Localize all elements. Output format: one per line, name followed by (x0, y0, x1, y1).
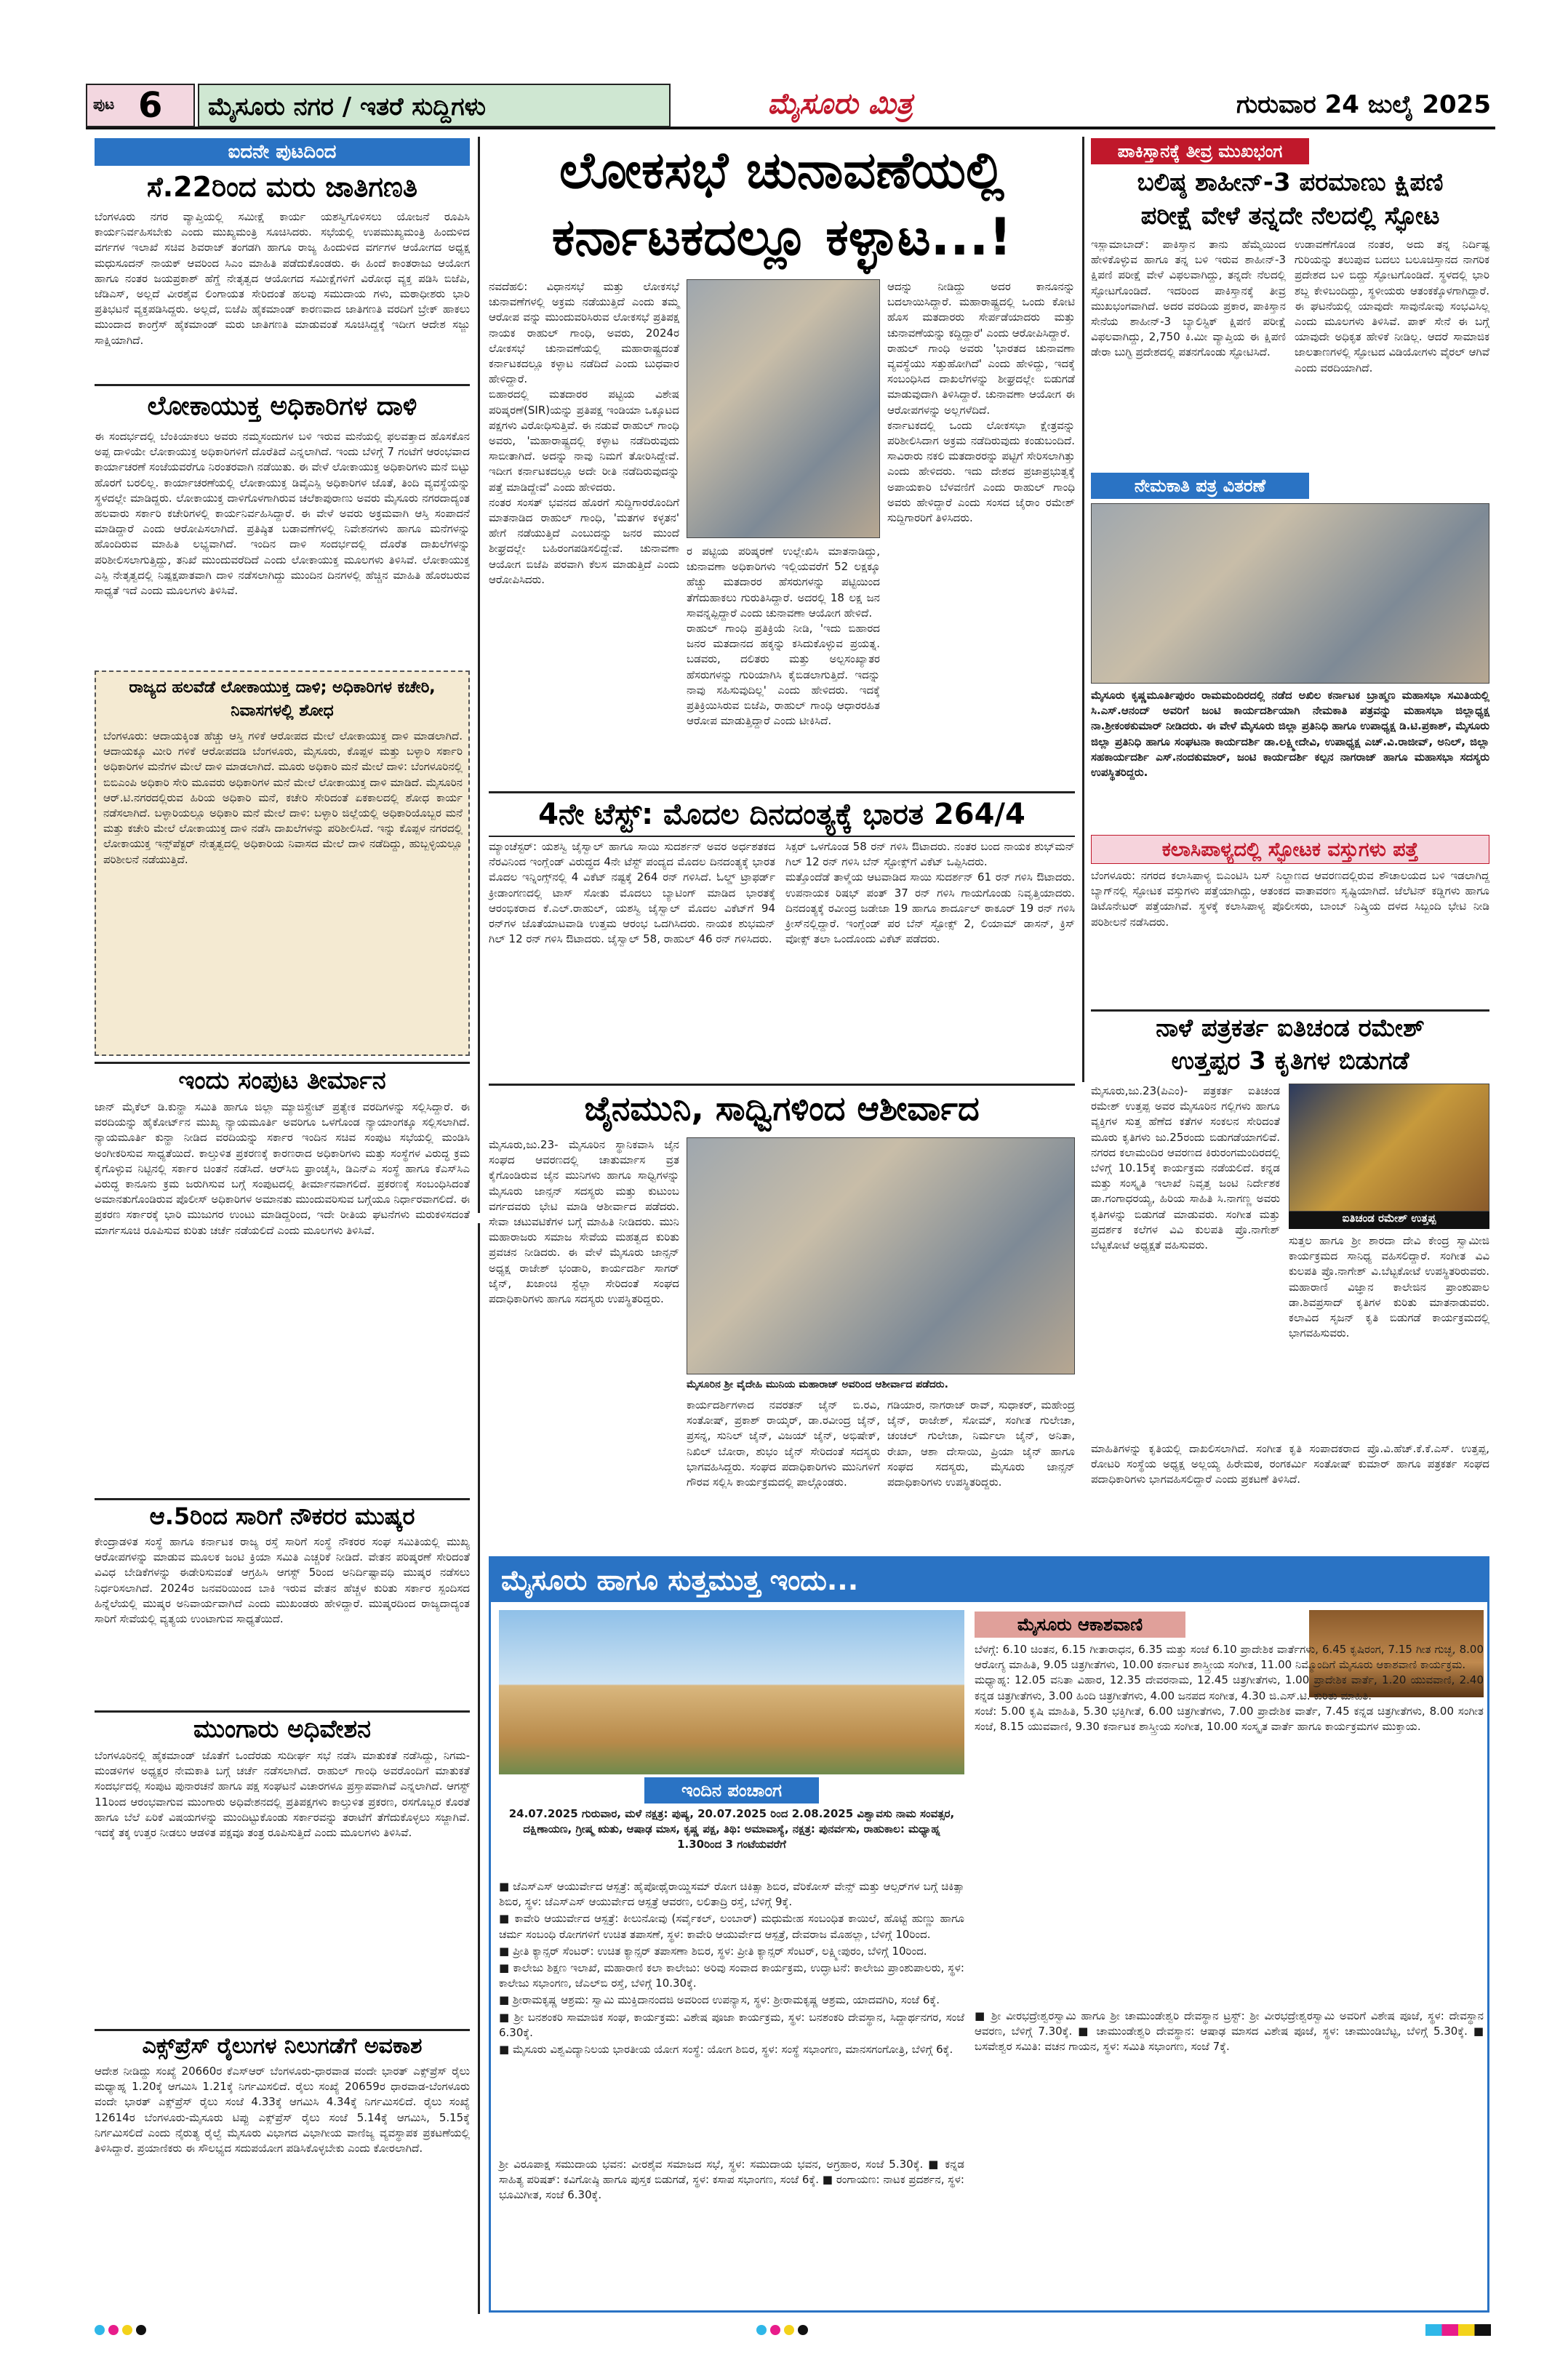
story-headline: ಆ.5ರಿಂದ ಸಾರಿಗೆ ನೌಕರರ ಮುಷ್ಕರ (95, 1498, 470, 1532)
appointment-photo (1091, 503, 1489, 684)
pak-headline-1: ಬಲಿಷ್ಠ ಶಾಹೀನ್-3 ಪರಮಾಣು ಕ್ಷಿಪಣಿ (1137, 168, 1444, 197)
listing-item: ■ ಮೈಸೂರು ವಿಶ್ವವಿದ್ಯಾನಿಲಯ ಭಾರತೀಯ ಯೋಗ ಸಂಸ್ಥೆ: ಯೋಗ ಶಿಬಿರ, ಸ್ಥಳ: ಸಂಸ್ಥೆ ಸಭಾಂಗಣ, ಮಾನಸಗಂಗೋತ್ರಿ, ಬೆಳಿಗ್ಗೆ 6ಕ್ಕೆ. (499, 2043, 953, 2057)
pak-tag: ಪಾಕಿಸ್ತಾನಕ್ಕೆ ತೀವ್ರ ಮುಖಭಂಗ (1091, 138, 1309, 164)
column-rule (478, 137, 480, 1213)
jain-group-photo (687, 1137, 1075, 1374)
box-body: ಬೆಂಗಳೂರು: ಆದಾಯಕ್ಕಿಂತ ಹೆಚ್ಚು ಆಸ್ತಿ ಗಳಿಕೆ ಆರೋಪದ ಮೇಲೆ ಲೋಕಾಯುಕ್ತ ದಾಳಿ ಮಾಡಲಾಗಿದೆ. ಆದಾಯಕ್ಕೂ ಮೀರಿ ಗಳಿಕೆ ಆರೋಪದಡಿ ಬೆಂಗಳೂರು, ಮೈಸೂರು, ಕೊಪ್ಪಳ ಮತ್ತು ಬಳ್ಳಾರಿ ಸರ್ಕಾರಿ ಅಧಿಕಾರಿಗಳ ಮನೆಗಳ ಮೇಲೆ ದಾಳಿ ಮಾಡಲಾಗಿದೆ. ಮೂರು ಅಧಿಕಾರಿ ಮನೆ ಮೇಲೆ ದಾಳಿ: ಬೆಂಗಳೂರಿನಲ್ಲಿ ಬಿಬಿಎಂಪಿ ಅಧಿಕಾರಿ ಸೇರಿ ಮೂವರು ಅಧಿಕಾರಿಗಳ ಮನೆ ಮೇಲೆ ಲೋಕಾಯುಕ್ತ ದಾಳಿ ಮಾಡಿದೆ. ಮೈಸೂರಿನ ಆರ್.ಟಿ.ನಗರದಲ್ಲಿರುವ ಹಿರಿಯ ಅಧಿಕಾರಿ ಮನೆ, ಕಚೇರಿ ಸೇರಿದಂತೆ ಏಕಕಾಲದಲ್ಲಿ ಶೋಧ ಕಾರ್ಯ ನಡೆಸಲಾಗಿದೆ. ಬಳ್ಳಾರಿಯಲ್ಲೂ ಅಧಿಕಾರಿ ಮನೆ ಮೇಲೆ ದಾಳಿ: ಬಳ್ಳಾರಿ ಜಿಲ್ಲೆಯಲ್ಲಿ ಅಧಿಕಾರಿಯೊಬ್ಬರ ಮನೆ ಮತ್ತು ಕಚೇರಿ ಮೇಲೆ ಲೋಕಾಯುಕ್ತ ದಾಳಿ ನಡೆಸಿ ದಾಖಲೆಗಳನ್ನು ಪರಿಶೀಲಿಸಿದೆ. ಇನ್ನು ಕೊಪ್ಪಳ ನಗರದಲ್ಲಿ ಲೋಕಾಯುಕ್ತ ಇನ್ಸ್‌ಪೆಕ್ಟರ್ ನೇತೃತ್ವದಲ್ಲಿ ಅಧಿಕಾರಿಯ ನಿವಾಸದ ಮೇಲೆ ದಾಳಿ ನಡೆದಿದ್ದು, ಹುಬ್ಬಳ್ಳಿಯಲ್ಲೂ ಪರಿಶೀಲನೆ ನಡೆಯುತ್ತಿದೆ. (103, 729, 466, 866)
color-bar (1425, 2324, 1491, 2336)
jain-body-right: ಗಡಿಯಾರ, ನಾಗರಾಜ್ ರಾವ್, ಸುಧಾಕರ್, ಮಹೇಂದ್ರ ಜೈನ್, ರಾಜೇಶ್, ಸೋಮ್, ಸಂಗೀತ ಗುಲೇಚಾ, ಚಂಚಲ್ ಗುಲೇಚಾ, ನಿರ್ಮಲಾ ಜೈನ್, ಅನಿತಾ, ರೇಖಾ, ಆಶಾ ದೇಸಾಯಿ, ಪ್ರಿಯಾ ಜೈನ್ ಹಾಗೂ ಸಂಘದ ಸದಸ್ಯರು, ಮೈಸೂರು ಜಾನ್ಸನ್ ಪದಾಧಿಕಾರಿಗಳು ಉಪಸ್ಥಿತರಿದ್ದರು. (887, 1398, 1079, 1489)
book-body-bottom: ಮಾಹಿತಿಗಳನ್ನು ಕೃತಿಯಲ್ಲಿ ದಾಖಲಿಸಲಾಗಿದೆ. ಸಂಗೀತ ಕೃತಿ ಸಂಪಾದಕರಾದ ಪ್ರೊ.ವಿ.ಹೆಚ್.ಕೆ.ಕೆ.ಎಸ್. ಉತ್ತಪ್ಪ, ರೋಟರಿ ಸಂಸ್ಥೆಯ ಅಧ್ಯಕ್ಷ ಅಲ್ಲಯ್ಯ ಹಿರೇಮಠ, ರಂಗಕರ್ಮಿ ಸಂತೋಷ್ ಕುಮಾರ್ ಹಾಗೂ ಪತ್ರಕರ್ತ ಸಂಘದ ಪದಾಧಿಕಾರಿಗಳು ಭಾಗವಹಿಸಲಿದ್ದಾರೆ ಎಂದು ಪ್ರಕಟಣೆ ತಿಳಿಸಿದೆ. (1091, 1442, 1493, 1486)
story-body: ಆದೇಶ ನೀಡಿದ್ದು ಸಂಖ್ಯೆ 20660ರ ಕೆಎಸ್‌ಆರ್ ಬೆಂಗಳೂರು-ಧಾರವಾಡ ವಂದೇ ಭಾರತ್ ಎಕ್ಸ್‌ಪ್ರೆಸ್ ರೈಲು ಮಧ್ಯಾಹ್ನ 1.20ಕ್ಕೆ ಆಗಮಿಸಿ 1.21ಕ್ಕೆ ನಿರ್ಗಮಿಸಲಿದೆ. ರೈಲು ಸಂಖ್ಯೆ 20659ರ ಧಾರವಾಡ-ಬೆಂಗಳೂರು ವಂದೇ ಭಾರತ್ ಎಕ್ಸ್‌ಪ್ರೆಸ್ ರೈಲು ಸಂಜೆ 4.33ಕ್ಕೆ ಆಗಮಿಸಿ 4.34ಕ್ಕೆ ನಿರ್ಗಮಿಸಲಿದೆ. ರೈಲು ಸಂಖ್ಯೆ 12614ರ ಬೆಂಗಳೂರು-ಮೈಸೂರು ಟಿಪ್ಪು ಎಕ್ಸ್‌ಪ್ರೆಸ್ ರೈಲು ಸಂಜೆ 5.14ಕ್ಕೆ ಆಗಮಿಸಿ, 5.15ಕ್ಕೆ ನಿರ್ಗಮಿಸಲಿದೆ ಎಂದು ನೈರುತ್ಯ ರೈಲ್ವೆ ಮೈಸೂರು ವಿಭಾಗದ ವಿಭಾಗೀಯ ವಾಣಿಜ್ಯ ವ್ಯವಸ್ಥಾಪಕ ಪ್ರಕಟಣೆಯಲ್ಲಿ ತಿಳಿಸಿದ್ದಾರೆ. ಪ್ರಯಾಣಿಕರು ಈ ಸೌಲಭ್ಯದ ಸದುಪಯೋಗ ಪಡಿಸಿಕೊಳ್ಳಬೇಕು ಎಂದು ಕೋರಲಾಗಿದೆ. (95, 2065, 473, 2155)
listing-item: ■ ಜೆಎಸ್‌ಎಸ್ ಆಯುರ್ವೇದ ಆಸ್ಪತ್ರೆ: ಹೈಪೋಥೈರಾಯ್ಡಿಸಮ್ ರೋಗ ಚಿಕಿತ್ಸಾ ಶಿಬಿರ, ವೆರಿಕೋಸ್ ವೇನ್ಸ್ ಮತ್ತು ಆಲ್ಸರ್‌ಗಳ ಬಗ್ಗೆ ಚಿಕಿತ್ಸಾ ಶಿಬಿರ, ಸ್ಥಳ: ಜೆಎಸ್‌ಎಸ್ ಆಯುರ್ವೇದ ಆಸ್ಪತ್ರೆ ಆವರಣ, ಲಲಿತಾದ್ರಿ ರಸ್ತೆ, ಬೆಳಿಗ್ಗೆ 9ಕ್ಕೆ. (499, 1880, 968, 1909)
mysore-palace-photo (499, 1610, 964, 1774)
story-headline: ಸೆ.22ರಿಂದ ಮರು ಜಾತಿಗಣತಿ (147, 171, 417, 203)
jain-body-left: ಮೈಸೂರು,ಜು.23- ಮೈಸೂರಿನ ಸ್ಥಾನಿಕವಾಸಿ ಜೈನ ಸಂಘದ ಆವರಣದಲ್ಲಿ ಚಾತುರ್ಮಾಸ ವ್ರತ ಕೈಗೊಂಡಿರುವ ಜೈನ ಮುನಿಗಳು ಹಾಗೂ ಸಾಧ್ವಿಗಳನ್ನು ಮೈಸೂರು ಜಾನ್ಸನ್ ಸದಸ್ಯರು ಮತ್ತು ಕುಟುಂಬ ವರ್ಗದವರು ಭೇಟಿ ಮಾಡಿ ಆಶೀರ್ವಾದ ಪಡೆದರು. ಸೇವಾ ಚಟುವಟಿಕೆಗಳ ಬಗ್ಗೆ ಮಾಹಿತಿ ನೀಡಿದರು. ಮುನಿ ಮಹಾರಾಜರು ಸಮಾಜ ಸೇವೆಯ ಮಹತ್ವದ ಕುರಿತು ಪ್ರವಚನ ನೀಡಿದರು. ಈ ವೇಳೆ ಮೈಸೂರು ಜಾನ್ಸನ್ ಅಧ್ಯಕ್ಷ ರಾಜೇಶ್ ಭಂಡಾರಿ, ಕಾರ್ಯದರ್ಶಿ ಸಾಗರ್ ಜೈನ್, ಖಜಾಂಚಿ ಸ್ಟೆಲ್ಲಾ ಸೇರಿದಂತೆ ಸಂಘದ ಪದಾಧಿಕಾರಿಗಳು ಹಾಗೂ ಸದಸ್ಯರು ಉಪಸ್ಥಿತರಿದ್ದರು. (489, 1138, 683, 1306)
appointment-caption: ಮೈಸೂರು ಕೃಷ್ಣಮೂರ್ತಿಪುರಂ ರಾಮಮಂದಿರದಲ್ಲಿ ನಡೆದ ಅಖಿಲ ಕರ್ನಾಟಕ ಬ್ರಾಹ್ಮಣ ಮಹಾಸಭಾ ಸಮಿತಿಯಲ್ಲಿ ಸಿ.ಎಸ್.ಆನಂದ್ ಅವರಿಗೆ ಜಂಟಿ ಕಾರ್ಯದರ್ಶಿಯಾಗಿ ನೇಮಕಾತಿ ಪತ್ರವನ್ನು ಮಹಾಸಭಾ ಜಿಲ್ಲಾಧ್ಯಕ್ಷ ನಾ.ಶ್ರೀಕಂಠಕುಮಾರ್ ನೀಡಿದರು. ಈ ವೇಳೆ ಮೈಸೂರು ಜಿಲ್ಲಾ ಪ್ರತಿನಿಧಿ ಹಾಗೂ ಉಪಾಧ್ಯಕ್ಷ ಡಿ.ಟಿ.ಪ್ರಕಾಶ್, ಮೈಸೂರು ಜಿಲ್ಲಾ ಪ್ರತಿನಿಧಿ ಹಾಗೂ ಸಂಘಟನಾ ಕಾರ್ಯದರ್ಶಿ ಡಾ.ಲಕ್ಷ್ಮೀದೇವಿ, ಉಪಾಧ್ಯಕ್ಷ ಎಚ್.ವಿ.ರಾಜೀವ್, ಅನಿಲ್, ಜಿಲ್ಲಾ ಸಹಕಾರ್ಯದರ್ಶಿ ಎಸ್.ನಂದಕುಮಾರ್, ಜಂಟಿ ಕಾರ್ಯದರ್ಶಿ ಕಲ್ಪನ ನಾಗರಾಜ್ ಹಾಗೂ ಮಹಾಸಭಾ ಸದಸ್ಯರು ಉಪಸ್ಥಿತರಿದ್ದರು. (1091, 689, 1494, 780)
blast-tag: ಕಲಾಸಿಪಾಳ್ಯದಲ್ಲಿ ಸ್ಫೋಟಕ ವಸ್ತುಗಳು ಪತ್ತೆ (1091, 835, 1489, 864)
listing-item: ■ ಕಾವೇರಿ ಆಯುರ್ವೇದ ಆಸ್ಪತ್ರೆ: ಕೀಲುನೋವು (ಸರ್ವೈಕಲ್, ಲಂಬಾರ್) ಮಧುಮೇಹ ಸಂಬಂಧಿತ ಕಾಯಿಲೆ, ಹೊಟ್ಟೆ ಹುಣ್ಣು ಹಾಗೂ ಚರ್ಮ ಸಂಬಂಧಿ ರೋಗಗಳಿಗೆ ಉಚಿತ ತಪಾಸಣೆ, ಸ್ಥಳ: ಕಾವೇರಿ ಆಯುರ್ವೇದ ಆಸ್ಪತ್ರೆ, ದೇವರಾಜ ಮೊಹಲ್ಲಾ, ಬೆಳಿಗ್ಗೆ 10ರಿಂದ. (499, 1912, 968, 1941)
jain-headline: ಜೈನಮುನಿ, ಸಾಧ್ವಿಗಳಿಂದ ಆಶೀರ್ವಾದ (489, 1084, 1075, 1131)
page-number: 6 (138, 85, 163, 126)
today-banner: ಮೈಸೂರು ಹಾಗೂ ಸುತ್ತಮುತ್ತ ಇಂದು... (491, 1558, 1487, 1602)
radio-schedule: ಬೆಳಗ್ಗೆ: 6.10 ಚಿಂತನ, 6.15 ಗೀತಾರಾಧನ, 6.35 ಮತ್ತು ಸಂಜೆ 6.10 ಪ್ರಾದೇಶಿಕ ವಾರ್ತೆಗಳು, 6.45 ಕೃಷಿರಂಗ, 7.15 ಗೀತ ಗುಚ್ಛ, 8.00 ಆರೋಗ್ಯ ಮಾಹಿತಿ, 9.05 ಚಿತ್ರಗೀತೆಗಳು, 10.00 ಕರ್ನಾಟಕ ಶಾಸ್ತ್ರೀಯ ಸಂಗೀತ, 11.00 ನಿಮ್ಮೊಂದಿಗೆ ಮೈಸೂರು ಆಕಾಶವಾಣಿ ಕಾರ್ಯಕ್ರಮ. ಮಧ್ಯಾಹ್ನ: 12.05 ವನಿತಾ ವಿಹಾರ, 12.35 ದೇವರನಾಮ, 12.45 ಚಿತ್ರಗೀತೆಗಳು, 1.00 ಪ್ರಾದೇಶಿಕ ವಾರ್ತೆ, 1.20 ಯುವವಾಣಿ, 2.40 ಕನ್ನಡ ಚಿತ್ರಗೀತೆಗಳು, 3.00 ಹಿಂದಿ ಚಿತ್ರಗೀತೆಗಳು, 4.00 ಜನಪದ ಸಂಗೀತ, 4.30 ಜಿ.ಎಸ್.ಟಿ. ಕುರಿತು ಮಾಹಿತಿ. ಸಂಜೆ: 5.00 ಕೃಷಿ ಮಾಹಿತಿ, 5.30 ಭಕ್ತಿಗೀತೆ, 6.00 ಚಿತ್ರಗೀತೆಗಳು, 7.00 ಪ್ರಾದೇಶಿಕ ವಾರ್ತೆ, 7.45 ಕನ್ನಡ ಚಿತ್ರಗೀತೆಗಳು, 8.00 ಸಂಗೀತ ಸಂಜೆ, 8.15 ಯುವವಾಣಿ, 9.30 ಕರ್ನಾಟಕ ಶಾಸ್ತ್ರೀಯ ಸಂಗೀತ, 10.00 ಸಂಸ್ಕೃತ ವಾರ್ತೆ ಹಾಗೂ ಕಾರ್ಯಕ್ರಮಗಳ ಮುಕ್ತಾಯ. (975, 1643, 1484, 1734)
test-headline: 4ನೇ ಟೆಸ್ಟ್: ಮೊದಲ ದಿನದಂತ್ಯಕ್ಕೆ ಭಾರತ 264/4 (489, 791, 1075, 837)
lokayukta-box (95, 670, 470, 1056)
lead-body-left: ನವದೆಹಲಿ: ವಿಧಾನಸಭೆ ಮತ್ತು ಲೋಕಸಭೆ ಚುನಾವಣೆಗಳಲ್ಲಿ ಅಕ್ರಮ ನಡೆಯುತ್ತಿದೆ ಎಂದು ತಮ್ಮ ಆರೋಪ ವನ್ನು ಮುಂದುವರಿಸಿರುವ ಲೋಕಸಭೆ ಪ್ರತಿಪಕ್ಷ ನಾಯಕ ರಾಹುಲ್ ಗಾಂಧಿ, ಅವರು, 2024ರ ಲೋಕಸಭೆ ಚುನಾವಣೆಯಲ್ಲಿ ಮಹಾರಾಷ್ಟ್ರದಂತೆ ಕರ್ನಾಟಕದಲ್ಲೂ ಕಳ್ಳಾಟ ನಡೆದಿದೆ ಎಂದು ಬುಧವಾರ ಹೇಳಿದ್ದಾರೆ. ಬಿಹಾರದಲ್ಲಿ ಮತದಾರರ ಪಟ್ಟಿಯ ವಿಶೇಷ ಪರಿಷ್ಕರಣೆ(SIR)ಯನ್ನು ಪ್ರತಿಪಕ್ಷ ಇಂಡಿಯಾ ಒಕ್ಕೂಟದ ಪಕ್ಷಗಳು ವಿರೋಧಿಸುತ್ತಿವೆ. ಈ ನಡುವೆ ರಾಹುಲ್ ಗಾಂಧಿ ಅವರು, 'ಮಹಾರಾಷ್ಟ್ರದಲ್ಲಿ ಕಳ್ಳಾಟ ನಡೆದಿರುವುದು ಸಾಬೀತಾಗಿದೆ. ಅದನ್ನು ನಾವು ನಿಮಗೆ ತೋರಿಸಿದ್ದೇವೆ. ಇದೀಗ ಕರ್ನಾಟಕದಲ್ಲೂ ಅದೇ ರೀತಿ ನಡೆದಿರುವುದನ್ನು ಪತ್ತೆ ಮಾಡಿದ್ದೇವೆ' ಎಂದು ಹೇಳಿದರು. ನಂತರ ಸಂಸತ್ ಭವನದ ಹೊರಗೆ ಸುದ್ದಿಗಾರರೊಂದಿಗೆ ಮಾತನಾಡಿದ ರಾಹುಲ್ ಗಾಂಧಿ, 'ಮತಗಳ ಕಳ್ಳತನ' ಹೇಗೆ ನಡೆಯುತ್ತಿದೆ ಎಂಬುದನ್ನು ಜನರ ಮುಂದೆ ಶೀಘ್ರದಲ್ಲೇ ಬಹಿರಂಗಪಡಿಸಲಿದ್ದೇವೆ. ಚುನಾವಣಾ ಆಯೋಗ ಬಿಜೆಪಿ ಪರವಾಗಿ ಕೆಲಸ ಮಾಡುತ್ತಿದೆ ಎಂದು ಆರೋಪಿಸಿದರು. (489, 280, 679, 586)
story-headline: ಎಕ್ಸ್‌ಪ್ರೆಸ್ ರೈಲುಗಳ ನಿಲುಗಡೆಗೆ ಅವಕಾಶ (95, 2029, 470, 2062)
listings-bottom: ಶ್ರೀ ವಿರೂಪಾಕ್ಷ ಸಮುದಾಯ ಭವನ: ವೀರಶೈವ ಸಮಾಜದ ಸಭೆ, ಸ್ಥಳ: ಸಮುದಾಯ ಭವನ, ಅಗ್ರಹಾರ, ಸಂಜೆ 5.30ಕ್ಕೆ. ■ ಕನ್ನಡ ಸಾಹಿತ್ಯ ಪರಿಷತ್: ಕವಿಗೋಷ್ಠಿ ಹಾಗೂ ಪುಸ್ತಕ ಬಿಡುಗಡೆ, ಸ್ಥಳ: ಕಸಾಪ ಸಭಾಂಗಣ, ಸಂಜೆ 6ಕ್ಕೆ. ■ ರಂಗಾಯಣ: ನಾಟಕ ಪ್ರದರ್ಶನ, ಸ್ಥಳ: ಭೂಮಿಗೀತ, ಸಂಜೆ 6.30ಕ್ಕೆ. (499, 2158, 968, 2202)
story-body: ಬೆಂಗಳೂರು ನಗರ ವ್ಯಾಪ್ತಿಯಲ್ಲಿ ಸಮೀಕ್ಷೆ ಕಾರ್ಯ ಯಶಸ್ವಿಗೊಳಿಸಲು ಯೋಜನೆ ರೂಪಿಸಿ ಕಾರ್ಯನಿರ್ವಹಿಸಬೇಕು ಎಂದು ಮುಖ್ಯಮಂತ್ರಿ ಸೂಚಿಸಿದರು. ಸಭೆಯಲ್ಲಿ ಉಪಮುಖ್ಯಮಂತ್ರಿ ಹಿಂದುಳಿದ ವರ್ಗಗಳ ಇಲಾಖೆ ಸಚಿವ ಶಿವರಾಜ್ ತಂಗಡಗಿ ಹಾಗೂ ರಾಜ್ಯ ಹಿಂದುಳಿದ ವರ್ಗಗಳ ಆಯೋಗದ ಅಧ್ಯಕ್ಷ ಮಧುಸೂದನ್ ನಾಯಕ್ ಆವರಿಂದ ಸಿಎಂ ಮಾಹಿತಿ ಪಡೆದುಕೊಂಡರು. ಈ ಹಿಂದೆ ಕಾಂತರಾಜು ಆಯೋಗ ಹಾಗೂ ನಂತರ ಜಯಪ್ರಕಾಶ್ ಹೆಗ್ಡೆ ನೇತೃತ್ವದ ಆಯೋಗದ ಸಮೀಕ್ಷೆಗಳಿಗೆ ವಿರೋಧ ವ್ಯಕ್ತ ಪಡಿಸಿ ಬಿಜೆಪಿ, ಜೆಡಿಎಸ್, ಅಲ್ಲದೆ ವೀರಶೈವ ಲಿಂಗಾಯತ ಸೇರಿದಂತೆ ಹಲವು ಸಮುದಾಯ ಗಳು, ಮಠಾಧೀಶರು ಭಾರಿ ಪ್ರತಿಭಟನೆ ವ್ಯಕ್ತಪಡಿಸಿದ್ದರು. ಅಲ್ಲದೆ, ಬಿಜೆಪಿ ಹೈಕಮಾಂಡ್ ಕಾರಣವಾದ ಜಾತಿಗಣತಿ ವರದಿಗೆ ಬ್ರೇಕ್ ಹಾಕಲು ಮುಂದಾದ ಕಾಂಗ್ರೆಸ್ ಹೈಕಮಾಂಡ್ ಮರು ಜಾತಿಗಣತಿ ಮಾಡುವಂತೆ ಸೂಚಿಸಿದ್ದಕ್ಕೆ ಇದೀಗ ಆದೇಶ ಸಜ್ಜು ಸಾಕ್ಷಿಯಾಗಿದೆ. (95, 210, 473, 347)
story-headline: ಇಂದು ಸಂಪುಟ ತೀರ್ಮಾನ (95, 1062, 470, 1097)
story-headline: ಲೋಕಾಯುಕ್ತ ಅಧಿಕಾರಿಗಳ ದಾಳಿ (95, 384, 470, 424)
page-label: ಪುಟ (93, 95, 115, 113)
continued-tag: ಐದನೇ ಪುಟದಿಂದ (95, 138, 470, 166)
listings-right: ■ ಶ್ರೀ ವೀರಭದ್ರೇಶ್ವರಸ್ವಾಮಿ ಹಾಗೂ ಶ್ರೀ ಚಾಮುಂಡೇಶ್ವರಿ ದೇವಸ್ಥಾನ ಟ್ರಸ್ಟ್: ಶ್ರೀ ವೀರಭದ್ರೇಶ್ವರಸ್ವಾಮಿ ಅವರಿಗೆ ವಿಶೇಷ ಪೂಜೆ, ಸ್ಥಳ: ದೇವಸ್ಥಾನ ಆವರಣ, ಬೆಳಿಗ್ಗೆ 7.30ಕ್ಕೆ. ■ ಚಾಮುಂಡೇಶ್ವರಿ ದೇವಸ್ಥಾನ: ಆಷಾಢ ಮಾಸದ ವಿಶೇಷ ಪೂಜೆ, ಸ್ಥಳ: ಚಾಮುಂಡಿಬೆಟ್ಟ, ಬೆಳಿಗ್ಗೆ 5.30ಕ್ಕೆ. ■ ಬಸವೇಶ್ವರ ಸಮಿತಿ: ವಚನ ಗಾಯನ, ಸ್ಥಳ: ಸಮಿತಿ ಸಭಾಂಗಣ, ಸಂಜೆ 7ಕ್ಕೆ. (975, 2009, 1487, 2054)
pak-body-right: ಉಡಾವಣೆಗೊಂಡ ನಂತರ, ಅದು ತನ್ನ ನಿರ್ದಿಷ್ಟ ಗುರಿಯನ್ನು ತಲುಪುವ ಬದಲು ಬಲೂಚಿಸ್ತಾನದ ನಾಗರಿಕ ಪ್ರದೇಶದ ಬಳಿ ಬಿದ್ದು ಸ್ಫೋಟಗೊಂಡಿದೆ. ಸ್ಥಳದಲ್ಲಿ ಭಾರಿ ಶಬ್ದ ಕೇಳಿಬಂದಿದ್ದು, ಸ್ಥಳೀಯರು ಆತಂಕಕ್ಕೊಳಗಾಗಿದ್ದಾರೆ. ಈ ಘಟನೆಯಲ್ಲಿ ಯಾವುದೇ ಸಾವುನೋವು ಸಂಭವಿಸಿಲ್ಲ ಎಂದು ಮೂಲಗಳು ತಿಳಿಸಿವೆ. ಪಾಕ್ ಸೇನೆ ಈ ಬಗ್ಗೆ ಯಾವುದೇ ಅಧಿಕೃತ ಹೇಳಿಕೆ ನೀಡಿಲ್ಲ. ಆದರೆ ಸಾಮಾಜಿಕ ಜಾಲತಾಣಗಳಲ್ಲಿ ಸ್ಫೋಟದ ವಿಡಿಯೋಗಳು ವೈರಲ್ ಆಗಿವೆ ಎಂದು ವರದಿಯಾಗಿದೆ. (1295, 238, 1493, 375)
listing-item: ■ ಶ್ರೀ ಬನಶಂಕರಿ ಸಾಮಾಜಿಕ ಸಂಘ, ಕಾರ್ಯಕ್ರಮ: ವಿಶೇಷ ಪೂಜಾ ಕಾರ್ಯಕ್ರಮ, ಸ್ಥಳ: ಬನಶಂಕರಿ ದೇವಸ್ಥಾನ, ಸಿದ್ದಾರ್ಥನಗರ, ಸಂಜೆ 6.30ಕ್ಕೆ. (499, 2010, 968, 2039)
story-headline: ಮುಂಗಾರು ಅಧಿವೇಶನ (95, 1710, 470, 1746)
panchanga-text: 24.07.2025 ಗುರುವಾರ, ಮಳೆ ನಕ್ಷತ್ರ: ಪುಷ್ಯ, 20.07.2025 ರಿಂದ 2.08.2025 ವಿಶ್ವಾವಸು ನಾಮ ಸಂವತ್ಸರ, ದಕ್ಷಿಣಾಯಣ, ಗ್ರೀಷ್ಮ ಋತು, ಆಷಾಢ ಮಾಸ, ಕೃಷ್ಣ ಪಕ್ಷ, ತಿಥಿ: ಅಮಾವಾಸ್ಯೆ, ನಕ್ಷತ್ರ: ಪುನರ್ವಸು, ರಾಹುಕಾಲ: ಮಧ್ಯಾಹ್ನ 1.30ರಿಂದ 3 ಗಂಟೆಯವರೆಗೆ (508, 1807, 959, 1851)
registration-marks (95, 2324, 153, 2336)
story-body: ಜಾನ್ ಮೈಕೆಲ್ ಡಿ.ಕುನ್ಹಾ ಸಮಿತಿ ಹಾಗೂ ಜಿಲ್ಲಾ ಮ್ಯಾಜಿಸ್ಟ್ರೇಟ್ ಪ್ರತ್ಯೇಕ ವರದಿಗಳನ್ನು ಸಲ್ಲಿಸಿದ್ದಾರೆ. ಈ ವರದಿಯನ್ನು ಹೈಕೋರ್ಟ್‌ನ ಮುಖ್ಯ ನ್ಯಾಯಮೂರ್ತಿ ಅವರಿಗೂ ಒಳಗೊಂಡ ನ್ಯಾಯಾಂಗಕ್ಕೂ ಸಲ್ಲಿಸಲಾಗಿದೆ. ನ್ಯಾಯಮೂರ್ತಿ ಕುನ್ಹಾ ನೀಡಿದ ವರದಿಯನ್ನು ಸರ್ಕಾರ ಇಂದಿನ ಸಚಿವ ಸಂಪುಟ ಸಭೆಯಲ್ಲಿ ಮಂಡಿಸಿ ಅಂಗೀಕರಿಸುವ ಸಾಧ್ಯತೆಯಿದೆ. ಕಾಲ್ತುಳಿತ ಪ್ರಕರಣಕ್ಕೆ ಕಾರಣರಾದ ಅಧಿಕಾರಿಗಳು ಮತ್ತು ಸಂಸ್ಥೆಗಳ ವಿರುದ್ಧ ಕ್ರಮ ಕೈಗೊಳ್ಳುವ ನಿಟ್ಟಿನಲ್ಲಿ ಸರ್ಕಾರ ಚಿಂತನೆ ನಡೆಸಿದೆ. ಆರ್‌ಸಿಬಿ ಫ್ರಾಂಚೈಸಿ, ಡಿಎನ್‌ಎ ಸಂಸ್ಥೆ ಹಾಗೂ ಕೆಎಸ್‌ಸಿಎ ವಿರುದ್ಧ ಕಾನೂನು ಕ್ರಮ ಜರುಗಿಸುವ ಬಗ್ಗೆ ಸಂಪುಟದಲ್ಲಿ ತೀರ್ಮಾನವಾಗಲಿದೆ. ಪ್ರಕರಣಕ್ಕೆ ಸಂಬಂಧಿಸಿದಂತೆ ಅಮಾನತುಗೊಂಡಿರುವ ಪೊಲೀಸ್ ಅಧಿಕಾರಿಗಳ ಅಮಾನತು ಮುಂದುವರಿಸುವ ಬಗ್ಗೆಯೂ ನಿರ್ಧಾರವಾಗಲಿದೆ. ಈ ಪ್ರಕರಣ ಸರ್ಕಾರಕ್ಕೆ ಭಾರಿ ಮುಜುಗರ ಉಂಟು ಮಾಡಿದ್ದರಿಂದ, ಇದೇ ರೀತಿಯ ಘಟನೆಗಳು ಮರುಕಳಿಸದಂತೆ ಮಾರ್ಗಸೂಚಿ ರೂಪಿಸುವ ಕುರಿತು ಚರ್ಚೆ ನಡೆಯಲಿದೆ ಎಂದು ಮೂಲಗಳು ತಿಳಿಸಿವೆ. (95, 1100, 473, 1237)
listing-item: ■ ಪ್ರೀತಿ ಕ್ಯಾನ್ಸರ್ ಸೆಂಟರ್: ಉಚಿತ ಕ್ಯಾನ್ಸರ್ ತಪಾಸಣಾ ಶಿಬಿರ, ಸ್ಥಳ: ಪ್ರೀತಿ ಕ್ಯಾನ್ಸರ್ ಸೆಂಟರ್, ಲಕ್ಷ್ಮೀಪುರಂ, ಬೆಳಿಗ್ಗೆ 10ರಿಂದ. (499, 1944, 927, 1958)
book-headline-2: ಉತ್ತಪ್ಪರ 3 ಕೃತಿಗಳ ಬಿಡುಗಡೆ (1171, 1046, 1409, 1076)
lead-headline-2: ಕರ್ನಾಟಕದಲ್ಲೂ ಕಳ್ಳಾಟ...! (551, 207, 1012, 267)
jain-photo-caption: ಮೈಸೂರಿನ ಶ್ರೀ ವೈದೇಹಿ ಮುನಿಯ ಮಹಾರಾಜ್ ಅವರಿಂದ ಆಶೀರ್ವಾದ ಪಡೆದರು. (687, 1379, 948, 1390)
page-label-box (86, 84, 195, 127)
story-body: ಕೇಂದ್ರಾಡಳಿತ ಸಂಸ್ಥೆ ಹಾಗೂ ಕರ್ನಾಟಕ ರಾಜ್ಯ ರಸ್ತೆ ಸಾರಿಗೆ ಸಂಸ್ಥೆ ನೌಕರರ ಸಂಘ ಸಮಿತಿಯಲ್ಲಿ ಮುಖ್ಯ ಆರೋಪಗಳನ್ನು ಮಾಡುವ ಮೂಲಕ ಜಂಟಿ ಕ್ರಿಯಾ ಸಮಿತಿ ಎಚ್ಚರಿಕೆ ನೀಡಿದೆ. ವೇತನ ಪರಿಷ್ಕರಣೆ ಸೇರಿದಂತೆ ವಿವಿಧ ಬೇಡಿಕೆಗಳನ್ನು ಈಡೇರಿಸುವಂತೆ ಆಗ್ರಹಿಸಿ ಆಗಸ್ಟ್ 5ರಿಂದ ಅನಿರ್ದಿಷ್ಟಾವಧಿ ಮುಷ್ಕರ ನಡೆಸಲು ನಿರ್ಧರಿಸಲಾಗಿದೆ. 2024ರ ಜನವರಿಯಿಂದ ಬಾಕಿ ಇರುವ ವೇತನ ಹೆಚ್ಚಳ ಕುರಿತು ಸರ್ಕಾರ ಸ್ಪಂದಿಸದ ಹಿನ್ನೆಲೆಯಲ್ಲಿ ಮುಷ್ಕರ ಅನಿವಾರ್ಯವಾಗಿದೆ ಎಂದು ಮುಖಂಡರು ಹೇಳಿದ್ದಾರೆ. ಮುಷ್ಕರದಿಂದ ರಾಜ್ಯದಾದ್ಯಂತ ಸಾರಿಗೆ ಸೇವೆಯಲ್ಲಿ ವ್ಯತ್ಯಯ ಉಂಟಾಗುವ ಸಾಧ್ಯತೆಯಿದೆ. (95, 1535, 473, 1626)
section-title: ಮೈಸೂರು ನಗರ / ಇತರೆ ಸುದ್ದಿಗಳು (208, 92, 486, 121)
radio-title: ಮೈಸೂರು ಆಕಾಶವಾಣಿ (975, 1612, 1185, 1638)
listings (499, 1879, 968, 2153)
book-body-left: ಮೈಸೂರು,ಜು.23(ಪಿಎಂ)- ಪತ್ರಕರ್ತ ಐತಿಚಂಡ ರಮೇಶ್ ಉತ್ತಪ್ಪ ಅವರ ಮೈಸೂರಿನ ಗಲ್ಲಿಗಳು ಹಾಗೂ ವ್ಯಕ್ತಿಗಳ ಸುತ್ತ ಹೆಣೆದ ಕತೆಗಳ ಸಂಕಲನ ಸೇರಿದಂತೆ ಮೂರು ಕೃತಿಗಳು ಜು.25ರಂದು ಬಿಡುಗಡೆಯಾಗಲಿವೆ. ನಗರದ ಕಲಾಮಂದಿರ ಆವರಣದ ಕಿರುರಂಗಮಂದಿರದಲ್ಲಿ ಬೆಳಿಗ್ಗೆ 10.15ಕ್ಕೆ ಕಾರ್ಯಕ್ರಮ ನಡೆಯಲಿದೆ. ಕನ್ನಡ ಮತ್ತು ಸಂಸ್ಕೃತಿ ಇಲಾಖೆ ನಿವೃತ್ತ ಜಂಟಿ ನಿರ್ದೇಶಕ ಡಾ.ಗಂಗಾಧರಯ್ಯ, ಹಿರಿಯ ಸಾಹಿತಿ ಸಿ.ನಾಗಣ್ಣ ಅವರು ಕೃತಿಗಳನ್ನು ಬಿಡುಗಡೆ ಮಾಡುವರು. ಸಂಗೀತ ಮತ್ತು ಪ್ರದರ್ಶಕ ಕಲೆಗಳ ವಿವಿ ಕುಲಪತಿ ಪ್ರೊ.ನಾಗೇಶ್ ಬೆಟ್ಟಕೋಟೆ ಅಧ್ಯಕ್ಷತೆ ವಹಿಸುವರು. (1091, 1084, 1284, 1252)
lead-body-right: ಆದನ್ನು ನೀಡಿದ್ದು ಅದರ ಕಾನೂನನ್ನು ಬದಲಾಯಿಸಿದ್ದಾರೆ. ಮಹಾರಾಷ್ಟ್ರದಲ್ಲಿ ಒಂದು ಕೋಟಿ ಹೊಸ ಮತದಾರರು ಸೇರ್ಪಡೆಯಾದರು ಮತ್ತು ಚುನಾವಣೆಯನ್ನು ಕದ್ದಿದ್ದಾರೆ' ಎಂದು ಆರೋಪಿಸಿದ್ದಾರೆ. ರಾಹುಲ್ ಗಾಂಧಿ ಅವರು 'ಭಾರತದ ಚುನಾವಣಾ ವ್ಯವಸ್ಥೆಯು ಸತ್ತುಹೋಗಿದೆ' ಎಂದು ಹೇಳಿದ್ದು, ಇದಕ್ಕೆ ಸಂಬಂಧಿಸಿದ ದಾಖಲೆಗಳನ್ನು ಶೀಘ್ರದಲ್ಲೇ ಬಿಡುಗಡೆ ಮಾಡುವುದಾಗಿ ತಿಳಿಸಿದ್ದಾರೆ. ಚುನಾವಣಾ ಆಯೋಗ ಈ ಆರೋಪಗಳನ್ನು ಅಲ್ಲಗಳೆದಿದೆ. ಕರ್ನಾಟಕದಲ್ಲಿ ಒಂದು ಲೋಕಸಭಾ ಕ್ಷೇತ್ರವನ್ನು ಪರಿಶೀಲಿಸಿದಾಗ ಅಕ್ರಮ ನಡೆದಿರುವುದು ಕಂಡುಬಂದಿದೆ. ಸಾವಿರಾರು ನಕಲಿ ಮತದಾರರನ್ನು ಪಟ್ಟಿಗೆ ಸೇರಿಸಲಾಗಿತ್ತು ಎಂದು ಹೇಳಿದರು. ಇದು ದೇಶದ ಪ್ರಜಾಪ್ರಭುತ್ವಕ್ಕೆ ಅಪಾಯಕಾರಿ ಬೆಳವಣಿಗೆ ಎಂದು ರಾಹುಲ್ ಗಾಂಧಿ ಅವರು ಹೇಳಿದ್ದಾರೆ ಎಂದು ಸಂಸದ ಜೈರಾಂ ರಮೇಶ್ ಸುದ್ದಿಗಾರರಿಗೆ ತಿಳಿಸಿದರು. (887, 280, 1075, 525)
book-body-right: ಸುತ್ತಲ ಹಾಗೂ ಶ್ರೀ ಶಾರದಾ ದೇವಿ ಕೇಂದ್ರ ಸ್ವಾಮೀಜಿ ಕಾರ್ಯಕ್ರಮದ ಸಾನಿಧ್ಯ ವಹಿಸಲಿದ್ದಾರೆ. ಸಂಗೀತ ವಿವಿ ಕುಲಪತಿ ಪ್ರೊ.ನಾಗೇಶ್ ವಿ.ಬೆಟ್ಟಕೋಟೆ ಉಪಸ್ಥಿತರಿರುವರು. ಮಹಾರಾಣಿ ವಿಜ್ಞಾನ ಕಾಲೇಜಿನ ಪ್ರಾಂಶುಪಾಲ ಡಾ.ಶಿವಪ್ರಸಾದ್ ಕೃತಿಗಳ ಕುರಿತು ಮಾತನಾಡುವರು. ಕಲಾವಿದ ಸೃಜನ್ ಕೃತಿ ಬಿಡುಗಡೆ ಕಾರ್ಯಕ್ರಮದಲ್ಲಿ ಭಾಗವಹಿಸುವರು. (1289, 1234, 1493, 1340)
panchanga-title: ಇಂದಿನ ಪಂಚಾಂಗ (644, 1777, 819, 1803)
story-body: ಈ ಸಂದರ್ಭದಲ್ಲಿ ಬೆಂಕಿಯಾಕಲು ಅವರು ನಮ್ಮಸಂದುಗಳ ಬಳಿ ಇರುವ ಮನೆಯಲ್ಲಿ ಫಲವತ್ತಾದ ಹೊಸಕೊನ ಅಪ್ಪ ದಾಳಿಯೇ ಲೋಕಾಯುಕ್ತ ಅಧಿಕಾರಿಗಳಿಗೆ ದೊರೆತಿದೆ ಎನ್ನಲಾಗಿದೆ. ಇಂದು ಬೆಳಿಗ್ಗೆ 7 ಗಂಟೆಗೆ ಆರಂಭವಾದ ಕಾರ್ಯಾಚರಣೆ ಸಂಜೆಯವರೆಗೂ ನಿರಂತರವಾಗಿ ನಡೆಯಿತು. ಈ ವೇಳೆ ಲೋಕಾಯುಕ್ತ ಅಧಿಕಾರಿಗಳು ಮನೆ ಬಿಟ್ಟು ಹೊರಗೆ ಬರಲಿಲ್ಲ. ಕಾರ್ಯಾಚರಣೆಯಲ್ಲಿ ಲೋಕಾಯುಕ್ತ ಡಿವೈಎಸ್ಪಿ ಅಧಿಕಾರಿಗಳ ಜೊತೆ, ತಿಂದಿ ವ್ಯವಸ್ಥೆಯನ್ನು ಸ್ಥಳದಲ್ಲೇ ಮಾಡಿದ್ದರು. ಲೋಕಾಯುಕ್ತ ದಾಳಿಗೊಳಗಾಗಿರುವ ಚಲೆಕಾಪುರಾಣು ಅವರು ಮೈಸೂರು ನಗರದಾದ್ಯಂತ ಹಲವಾರು ಸರ್ಕಾರಿ ಕಚೇರಿಗಳಲ್ಲಿ ಕಾರ್ಯನಿರ್ವಹಿಸಿದ್ದಾರೆ. ಈ ವೇಳೆ ಅವರು ಅಕ್ರಮವಾಗಿ ಆಸ್ತಿ ಸಂಪಾದನೆ ಮಾಡಿದ್ದಾರೆ ಎಂದು ಆರೋಪಿಸಲಾಗಿದೆ. ಪ್ರತಿಷ್ಠಿತ ಬಡಾವಣೆಗಳಲ್ಲಿ ನಿವೇಶನಗಳು ಹಾಗೂ ಮನೆಗಳನ್ನು ಹೊಂದಿರುವ ಮಾಹಿತಿ ಲಭ್ಯವಾಗಿದೆ. ಇಂದಿನ ದಾಳಿ ಸಂದರ್ಭದಲ್ಲಿ ದೊರೆತ ದಾಖಲೆಗಳನ್ನು ಪರಿಶೀಲಿಸಲಾಗುತ್ತಿದ್ದು, ತನಿಖೆ ಮುಂದುವರೆದಿದೆ ಎಂದು ಲೋಕಾಯುಕ್ತ ಮೂಲಗಳು ತಿಳಿಸಿವೆ. ಲೋಕಾಯುಕ್ತ ಎಸ್ಪಿ ನೇತೃತ್ವದಲ್ಲಿ ನಿಷ್ಪಕ್ಷಪಾತವಾಗಿ ದಾಳಿ ನಡೆಸಲಾಗಿದ್ದು ಮುಂದಿನ ದಿನಗಳಲ್ಲಿ ಹೆಚ್ಚಿನ ಮಾಹಿತಿ ಹೊರಬರುವ ಸಾಧ್ಯತೆ ಇದೆ ಎಂದು ಮೂಲಗಳು ತಿಳಿಸಿವೆ. (95, 430, 473, 598)
test-body-right: ಸಿಕ್ಸರ್ ಒಳಗೊಂಡ 58 ರನ್ ಗಳಿಸಿ ಔಟಾದರು. ನಂತರ ಬಂದ ನಾಯಕ ಶುಭ್‌ಮನ್ ಗಿಲ್ 12 ರನ್ ಗಳಿಸಿ ಬೆನ್ ಸ್ಟೋಕ್ಸ್‌ಗೆ ವಿಕೆಟ್ ಒಪ್ಪಿಸಿದರು. ಮತ್ತೊಂದೆಡೆ ತಾಳ್ಮೆಯ ಆಟವಾಡಿದ ಸಾಯಿ ಸುದರ್ಶನ್ 61 ರನ್ ಗಳಿಸಿ ಔಟಾದರು. ಉಪನಾಯಕ ರಿಷಭ್ ಪಂತ್ 37 ರನ್ ಗಳಿಸಿ ಗಾಯಗೊಂಡು ನಿವೃತ್ತಿಯಾದರು. ದಿನದಂತ್ಯಕ್ಕೆ ರವೀಂದ್ರ ಜಡೇಜಾ 19 ಹಾಗೂ ಶಾರ್ದೂಲ್ ಠಾಕೂರ್ 19 ರನ್ ಗಳಿಸಿ ಕ್ರೀಸ್‌ನಲ್ಲಿದ್ದಾರೆ. ಇಂಗ್ಲೆಂಡ್ ಪರ ಬೆನ್ ಸ್ಟೋಕ್ಸ್ 2, ಲಿಯಾಮ್ ಡಾಸನ್, ಕ್ರಿಸ್ ವೋಕ್ಸ್ ತಲಾ ಒಂದೊಂದು ವಿಕೆಟ್ ಪಡೆದರು. (785, 840, 1075, 946)
story-body: ಬೆಂಗಳೂರಿನಲ್ಲಿ ಹೈಕಮಾಂಡ್ ಜೊತೆಗೆ ಒಂದೆರಡು ಸುದೀರ್ಘ ಸಭೆ ನಡೆಸಿ ಮಾತುಕತೆ ನಡೆಸಿದ್ದು, ನಿಗಮ-ಮಂಡಳಿಗಳ ಅಧ್ಯಕ್ಷರ ನೇಮಕಾತಿ ಬಗ್ಗೆ ಚರ್ಚೆ ನಡೆಸಲಾಗಿದೆ. ರಾಹುಲ್ ಗಾಂಧಿ ಅವರೊಂದಿಗೆ ಮಾತುಕತೆ ಸಂದರ್ಭದಲ್ಲಿ ಸಂಪುಟ ಪುನಾರಚನೆ ಹಾಗೂ ಪಕ್ಷ ಸಂಘಟನೆ ವಿಚಾರಗಳೂ ಪ್ರಸ್ತಾಪವಾಗಿವೆ ಎನ್ನಲಾಗಿದೆ. ಆಗಸ್ಟ್ 11ರಿಂದ ಆರಂಭವಾಗುವ ಮುಂಗಾರು ಅಧಿವೇಶನದಲ್ಲಿ ಪ್ರತಿಪಕ್ಷಗಳು ಕಾಲ್ತುಳಿತ ಪ್ರಕರಣ, ರಸಗೊಬ್ಬರ ಕೊರತೆ ಹಾಗೂ ಬೆಲೆ ಏರಿಕೆ ವಿಷಯಗಳನ್ನು ಮುಂದಿಟ್ಟುಕೊಂಡು ಸರ್ಕಾರವನ್ನು ತರಾಟೆಗೆ ತೆಗೆದುಕೊಳ್ಳಲು ಸಜ್ಜಾಗಿವೆ. ಇದಕ್ಕೆ ತಕ್ಕ ಉತ್ತರ ನೀಡಲು ಆಡಳಿತ ಪಕ್ಷವೂ ತಂತ್ರ ರೂಪಿಸುತ್ತಿದೆ ಎಂದು ಮೂಲಗಳು ತಿಳಿಸಿವೆ. (95, 1749, 473, 1840)
pak-headline-2: ಪರೀಕ್ಷೆ ವೇಳೆ ತನ್ನದೇ ನೆಲದಲ್ಲಿ ಸ್ಫೋಟ (1140, 201, 1440, 231)
author-photo-caption: ಐತಿಚಂಡ ರಮೇಶ್ ಉತ್ತಪ್ಪ (1289, 1212, 1489, 1229)
box-title: ರಾಜ್ಯದ ಹಲವೆಡೆ ಲೋಕಾಯುಕ್ತ ದಾಳಿ; ಅಧಿಕಾರಿಗಳ ಕಚೇರಿ, ನಿವಾಸಗಳಲ್ಲಿ ಶೋಧ (129, 678, 436, 720)
column-rule (478, 1223, 480, 2314)
paper-logo: ಮೈಸೂರು ಮಿತ್ರ (767, 87, 913, 121)
appointment-tag: ನೇಮಕಾತಿ ಪತ್ರ ವಿತರಣೆ (1091, 473, 1309, 499)
book-headline-1: ನಾಳೆ ಪತ್ರಕರ್ತ ಐತಿಚಂಡ ರಮೇಶ್ (1091, 1009, 1489, 1045)
registration-marks (756, 2324, 815, 2336)
rahul-gandhi-photo (687, 279, 880, 538)
lead-body-mid: ರ ಪಟ್ಟಿಯ ಪರಿಷ್ಕರಣೆ ಉಲ್ಲೇಖಿಸಿ ಮಾತನಾಡಿದ್ದು, ಚುನಾವಣಾ ಅಧಿಕಾರಿಗಳು ಇಲ್ಲಿಯವರೆಗೆ 52 ಲಕ್ಷಕ್ಕೂ ಹೆಚ್ಚು ಮತದಾರರ ಹೆಸರುಗಳನ್ನು ಪಟ್ಟಿಯಿಂದ ತೆಗೆದುಹಾಕಲು ಗುರುತಿಸಿದ್ದಾರೆ. ಅದರಲ್ಲಿ 18 ಲಕ್ಷ ಜನ ಸಾವನ್ನಪ್ಪಿದ್ದಾರೆ ಎಂದು ಚುನಾವಣಾ ಆಯೋಗ ಹೇಳಿದೆ. ರಾಹುಲ್ ಗಾಂಧಿ ಪ್ರತಿಕ್ರಿಯೆ ನೀಡಿ, 'ಇದು ಬಿಹಾರದ ಜನರ ಮತದಾನದ ಹಕ್ಕನ್ನು ಕಸಿದುಕೊಳ್ಳುವ ಪ್ರಯತ್ನ. ಬಡವರು, ದಲಿತರು ಮತ್ತು ಅಲ್ಪಸಂಖ್ಯಾತರ ಹೆಸರುಗಳನ್ನು ಗುರಿಯಾಗಿಸಿ ಕೈಬಿಡಲಾಗುತ್ತಿದೆ. ಇದನ್ನು ನಾವು ಸಹಿಸುವುದಿಲ್ಲ' ಎಂದು ಹೇಳಿದರು. ಇದಕ್ಕೆ ಪ್ರತಿಕ್ರಿಯಿಸಿರುವ ಬಿಜೆಪಿ, ರಾಹುಲ್ ಗಾಂಧಿ ಆಧಾರರಹಿತ ಆರೋಪ ಮಾಡುತ್ತಿದ್ದಾರೆ ಎಂದು ಟೀಕಿಸಿದೆ. (687, 545, 880, 728)
test-body-left: ಮ್ಯಾಂಚೆಸ್ಟರ್: ಯಶಸ್ವಿ ಜೈಸ್ವಾಲ್ ಹಾಗೂ ಸಾಯಿ ಸುದರ್ಶನ್ ಅವರ ಅರ್ಧಶತಕದ ನೆರವಿನಿಂದ ಇಂಗ್ಲೆಂಡ್ ವಿರುದ್ಧದ 4ನೇ ಟೆಸ್ಟ್ ಪಂದ್ಯದ ಮೊದಲ ದಿನದಂತ್ಯಕ್ಕೆ ಭಾರತ ಮೊದಲ ಇನ್ನಿಂಗ್ಸ್‌ನಲ್ಲಿ 4 ವಿಕೆಟ್ ನಷ್ಟಕ್ಕೆ 264 ರನ್ ಗಳಿಸಿದೆ. ಓಲ್ಡ್ ಟ್ರಾಫರ್ಡ್ ಕ್ರೀಡಾಂಗಣದಲ್ಲಿ ಟಾಸ್ ಸೋತು ಮೊದಲು ಬ್ಯಾಟಿಂಗ್ ಮಾಡಿದ ಭಾರತಕ್ಕೆ ಆರಂಭಿಕರಾದ ಕೆ.ಎಲ್.ರಾಹುಲ್, ಯಶಸ್ವಿ ಜೈಸ್ವಾಲ್ ಮೊದಲ ವಿಕೆಟ್‌ಗೆ 94 ರನ್‌ಗಳ ಜೊತೆಯಾಟವಾಡಿ ಉತ್ತಮ ಆರಂಭ ಒದಗಿಸಿದರು. ನಾಯಕ ಶುಭಮನ್ ಗಿಲ್ 12 ರನ್ ಗಳಿಸಿ ಔಟಾದರು. ಜೈಸ್ವಾಲ್ 58, ರಾಹುಲ್ 46 ರನ್ ಗಳಿಸಿದರು. (489, 840, 779, 946)
column-rule (1082, 137, 1084, 1082)
listing-item: ■ ಕಾಲೇಜು ಶಿಕ್ಷಣ ಇಲಾಖೆ, ಮಹಾರಾಣಿ ಕಲಾ ಕಾಲೇಜು: ಅರಿವು ಸಂವಾದ ಕಾರ್ಯಕ್ರಮ, ಉದ್ಘಾಟನೆ: ಕಾಲೇಜು ಪ್ರಾಂಶುಪಾಲರು, ಸ್ಥಳ: ಕಾಲೇಜು ಸಭಾಂಗಣ, ಜೆಎಲ್‌ಬಿ ರಸ್ತೆ, ಬೆಳಿಗ್ಗೆ 10.30ಕ್ಕೆ. (499, 1961, 968, 1990)
pak-body-left: ಇಸ್ಲಾಮಾಬಾದ್: ಪಾಕಿಸ್ತಾನ ತಾನು ಹೆಮ್ಮೆಯಿಂದ ಹೇಳಿಕೊಳ್ಳುವ ಹಾಗೂ ತನ್ನ ಬಳಿ ಇರುವ ಶಾಹೀನ್-3 ಕ್ಷಿಪಣಿ ಪರೀಕ್ಷೆ ವೇಳೆ ವಿಫಲವಾಗಿದ್ದು, ತನ್ನದೇ ನೆಲದಲ್ಲಿ ಸ್ಫೋಟಗೊಂಡಿದೆ. ಇದರಿಂದ ಪಾಕಿಸ್ತಾನಕ್ಕೆ ತೀವ್ರ ಮುಖಭಂಗವಾಗಿದೆ. ಅದರ ವರದಿಯ ಪ್ರಕಾರ, ಪಾಕಿಸ್ತಾನ ಸೇನೆಯ ಶಾಹೀನ್-3 ಬ್ಯಾಲಿಸ್ಟಿಕ್ ಕ್ಷಿಪಣಿ ಪರೀಕ್ಷೆ ವಿಫಲವಾಗಿದ್ದು, 2,750 ಕಿ.ಮೀ ವ್ಯಾಪ್ತಿಯ ಈ ಕ್ಷಿಪಣಿ ಡೇರಾ ಬುಗ್ಟಿ ಪ್ರದೇಶದಲ್ಲಿ ಪತನಗೊಂಡು ಸ್ಫೋಟಿಸಿದೆ. (1091, 238, 1289, 359)
blast-body: ಬೆಂಗಳೂರು: ನಗರದ ಕಲಾಸಿಪಾಳ್ಯ ಬಿಎಂಟಿಸಿ ಬಸ್ ನಿಲ್ದಾಣದ ಆವರಣದಲ್ಲಿರುವ ಶೌಚಾಲಯದ ಬಳಿ ಇಡಲಾಗಿದ್ದ ಬ್ಯಾಗ್‌ನಲ್ಲಿ ಸ್ಫೋಟಕ ವಸ್ತುಗಳು ಪತ್ತೆಯಾಗಿದ್ದು, ಆತಂಕದ ವಾತಾವರಣ ಸೃಷ್ಟಿಯಾಗಿದೆ. ಜೆಲೆಟಿನ್ ಕಡ್ಡಿಗಳು ಹಾಗೂ ಡಿಟೊನೇಟರ್ ಪತ್ತೆಯಾಗಿವೆ. ಸ್ಥಳಕ್ಕೆ ಕಲಾಸಿಪಾಳ್ಯ ಪೊಲೀಸರು, ಬಾಂಬ್ ನಿಷ್ಕ್ರಿಯ ದಳದ ಸಿಬ್ಬಂದಿ ಭೇಟಿ ನೀಡಿ ಪರಿಶೀಲನೆ ನಡೆಸಿದರು. (1091, 869, 1493, 929)
jain-body-bottom: ಕಾರ್ಯದರ್ಶಿಗಳಾದ ನವರತನ್ ಜೈನ್ ಬಿ.ರವಿ, ಸಂತೋಷ್, ಪ್ರಕಾಶ್ ರಾಯ್ಕರ್, ಡಾ.ರವೀಂದ್ರ ಜೈನ್, ಪ್ರಸನ್ನ, ಸುನಿಲ್ ಜೈನ್, ವಿಜಯ್ ಜೈನ್, ಅಭಿಷೇಕ್, ನಿಖಿಲ್ ಬೋರಾ, ಶುಭಂ ಜೈನ್ ಸೇರಿದಂತೆ ಸದಸ್ಯರು ಭಾಗವಹಿಸಿದ್ದರು. ಸಂಘದ ಪದಾಧಿಕಾರಿಗಳು ಮುನಿಗಳಿಗೆ ಗೌರವ ಸಲ್ಲಿಸಿ ಕಾರ್ಯಕ್ರಮದಲ್ಲಿ ಪಾಲ್ಗೊಂಡರು. (687, 1398, 884, 1489)
author-photo (1289, 1084, 1489, 1212)
lead-headline-1: ಲೋಕಸಭೆ ಚುನಾವಣೆಯಲ್ಲಿ (559, 140, 1004, 200)
masthead-date: ಗುರುವಾರ 24 ಜುಲೈ 2025 (1236, 90, 1491, 119)
listing-item: ■ ಶ್ರೀರಾಮಕೃಷ್ಣ ಆಶ್ರಮ: ಸ್ವಾಮಿ ಮುಕ್ತಿದಾನಂದಜಿ ಅವರಿಂದ ಉಪನ್ಯಾಸ, ಸ್ಥಳ: ಶ್ರೀರಾಮಕೃಷ್ಣ ಆಶ್ರಮ, ಯಾದವಗಿರಿ, ಸಂಜೆ 6ಕ್ಕೆ. (499, 1993, 940, 2007)
section-title-box (198, 84, 671, 127)
